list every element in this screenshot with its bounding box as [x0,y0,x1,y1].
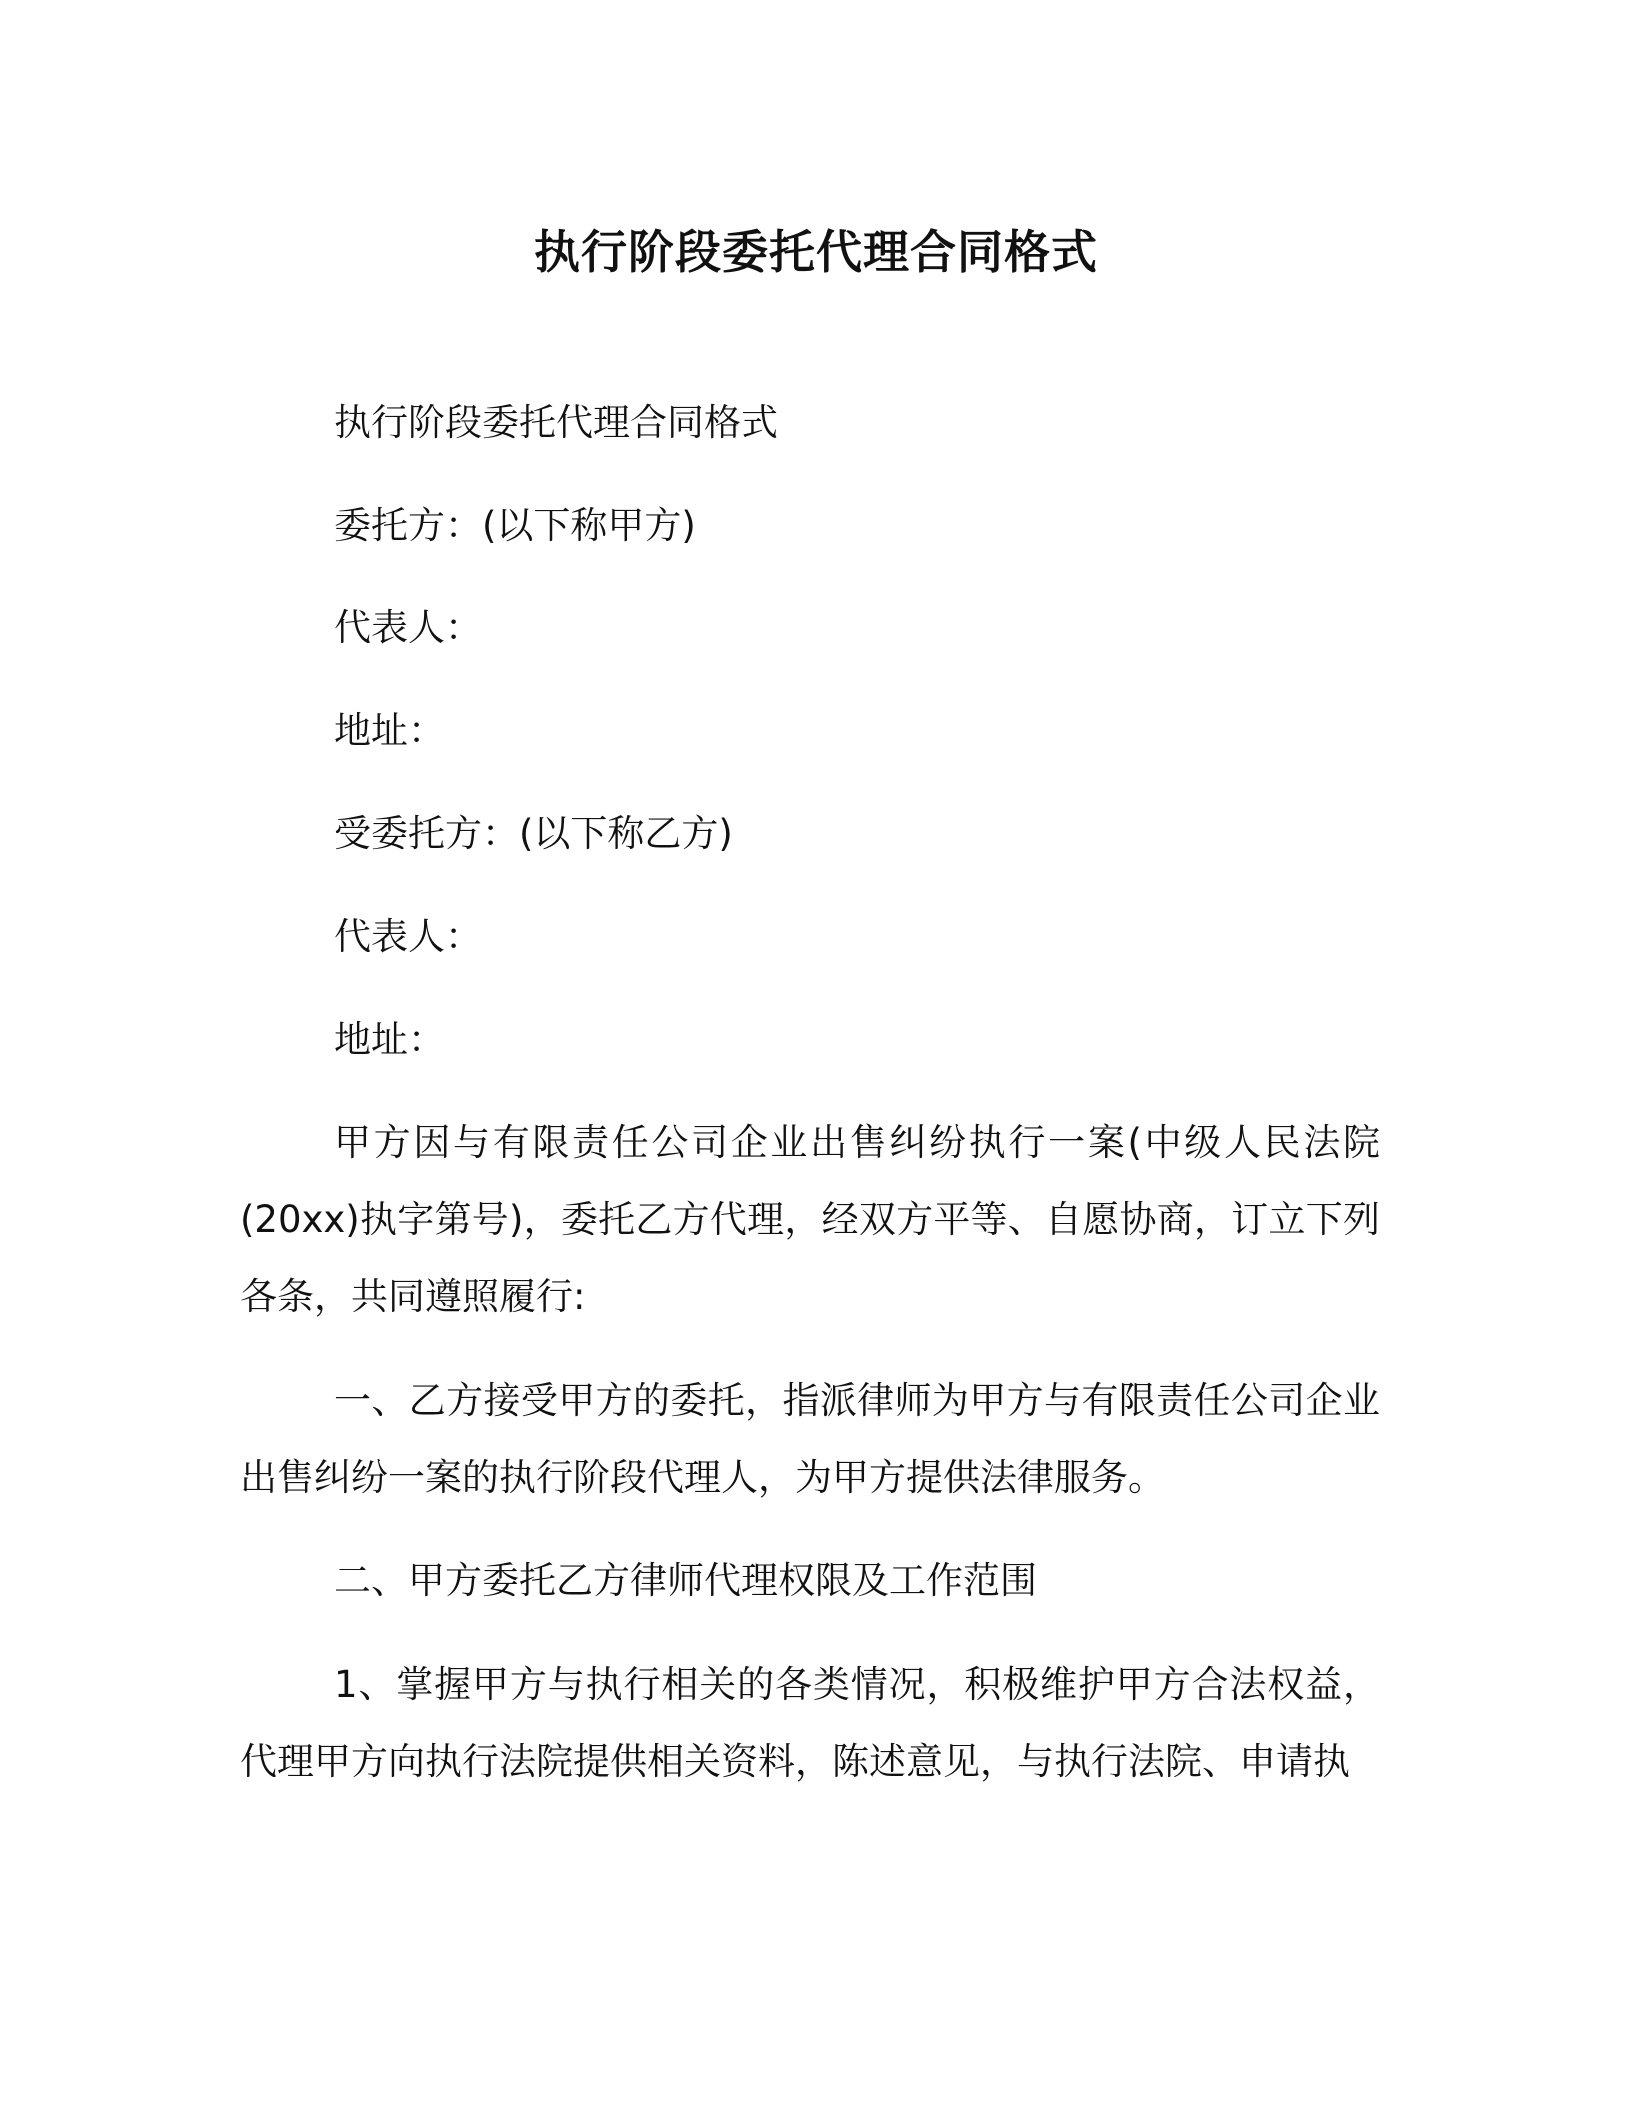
clause-2-heading: 二、甲方委托乙方律师代理权限及工作范围 [334,1559,1037,1602]
principal-address-line: 地址： [334,709,445,752]
agent-address-line: 地址： [334,1018,445,1061]
clause-2-item-1-paragraph: 1、掌握甲方与执行相关的各类情况，积极维护甲方合法权益，代理甲方向执行法院提供相关资料，陈述意见，与执行法院、申请执 [240,1663,1380,1783]
preamble-paragraph: 甲方因与有限责任公司企业出售纠纷执行一案(中级人民法院(20xx)执字第号)，委托乙方代理，经双方平等、自愿协商，订立下列各条，共同遵照履行: [240,1121,1380,1318]
clause-1-paragraph: 一、乙方接受甲方的委托，指派律师为甲方与有限责任公司企业出售纠纷一案的执行阶段代理人，为甲方提供法律服务。 [240,1379,1380,1499]
document-subtitle: 执行阶段委托代理合同格式 [334,401,778,444]
document-title: 执行阶段委托代理合同格式 [534,225,1098,279]
principal-line: 委托方：(以下称甲方) [334,504,696,547]
principal-representative-line: 代表人： [334,606,482,649]
agent-line: 受委托方：(以下称乙方) [334,812,733,855]
agent-representative-line: 代表人： [334,915,482,958]
